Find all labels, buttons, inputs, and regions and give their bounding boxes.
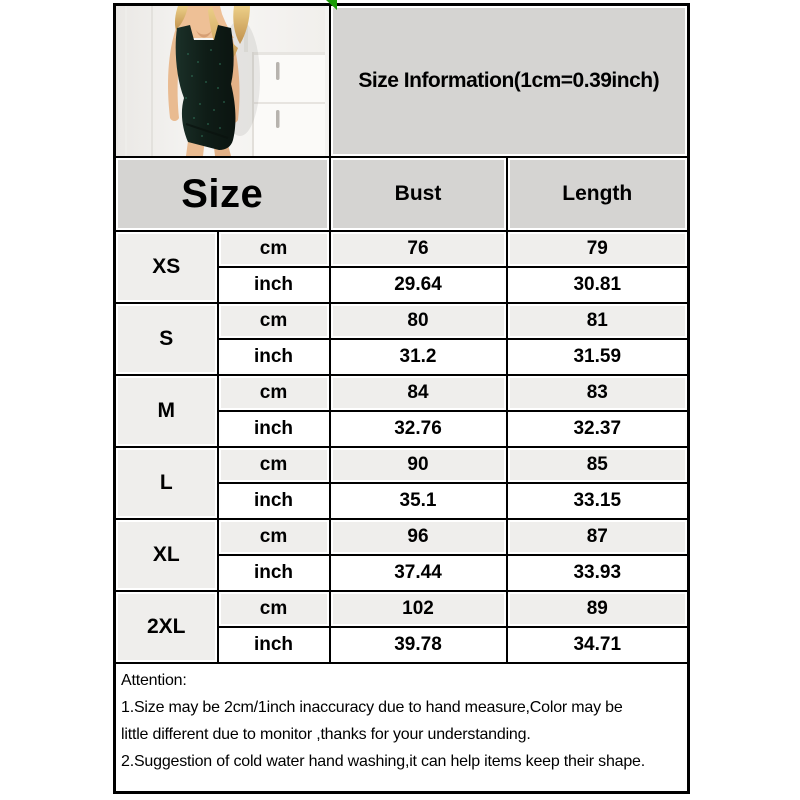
m-bust-cm: 84 — [330, 375, 507, 411]
l-bust-inch: 35.1 — [330, 483, 507, 519]
unit-label-cm: cm — [218, 231, 330, 267]
s-length-cm: 81 — [507, 303, 689, 339]
unit-label-inch: inch — [218, 411, 330, 447]
xs-length-cm: 79 — [507, 231, 689, 267]
size-label-l: L — [115, 447, 218, 519]
table-row-l-cm — [115, 447, 689, 483]
s-length-inch: 31.59 — [507, 339, 689, 375]
table-row-2xl-cm — [115, 591, 689, 627]
size-table — [113, 3, 690, 794]
l-bust-cm: 90 — [330, 447, 507, 483]
size-label-m: M — [115, 375, 218, 447]
xl-length-cm: 87 — [507, 519, 689, 555]
unit-label-cm: cm — [218, 303, 330, 339]
s-bust-inch: 31.2 — [330, 339, 507, 375]
attention-line-2: little different due to monitor ,thanks for your understanding. — [121, 726, 531, 743]
m-length-inch: 32.37 — [507, 411, 689, 447]
m-bust-inch: 32.76 — [330, 411, 507, 447]
unit-label-cm: cm — [218, 375, 330, 411]
attention-title: Attention: — [121, 672, 187, 689]
unit-label-cm: cm — [218, 591, 330, 627]
size-label-s: S — [115, 303, 218, 375]
table-row-s-cm — [115, 303, 689, 339]
attention-note — [115, 663, 689, 793]
size-info-header — [330, 5, 689, 158]
column-header-length: Length — [507, 157, 689, 231]
attention-row — [115, 663, 689, 793]
attention-line-3: 2.Suggestion of cold water hand washing,it can help items keep their shape. — [121, 753, 646, 770]
unit-label-cm: cm — [218, 447, 330, 483]
xl-bust-inch: 37.44 — [330, 555, 507, 591]
2xl-bust-cm: 102 — [330, 591, 507, 627]
size-label-xl: XL — [115, 519, 218, 591]
unit-label-inch: inch — [218, 483, 330, 519]
2xl-bust-inch: 39.78 — [330, 627, 507, 663]
green-corner-mark — [326, 0, 337, 10]
product-photo-illustration — [116, 6, 325, 156]
xl-bust-cm: 96 — [330, 519, 507, 555]
product-photo-cell — [115, 5, 330, 158]
l-length-cm: 85 — [507, 447, 689, 483]
table-row-xs-cm — [115, 231, 689, 267]
size-info-title: Size Information(1cm=0.39inch) — [358, 69, 660, 92]
m-length-cm: 83 — [507, 375, 689, 411]
2xl-length-cm: 89 — [507, 591, 689, 627]
unit-label-inch: inch — [218, 339, 330, 375]
unit-label-inch: inch — [218, 627, 330, 663]
l-length-inch: 33.15 — [507, 483, 689, 519]
xs-length-inch: 30.81 — [507, 267, 689, 303]
attention-line-1: 1.Size may be 2cm/1inch inaccuracy due to hand measure,Color may be — [121, 699, 623, 716]
column-header-size: Size — [115, 157, 330, 231]
table-row-xl-cm — [115, 519, 689, 555]
unit-label-inch: inch — [218, 555, 330, 591]
size-label-2xl: 2XL — [115, 591, 218, 663]
s-bust-cm: 80 — [330, 303, 507, 339]
xl-length-inch: 33.93 — [507, 555, 689, 591]
table-row-m-cm — [115, 375, 689, 411]
photo-cabinet — [252, 52, 325, 156]
xs-bust-inch: 29.64 — [330, 267, 507, 303]
unit-label-cm: cm — [218, 519, 330, 555]
column-header-bust: Bust — [330, 157, 507, 231]
column-header-row — [115, 157, 689, 231]
top-row — [115, 5, 689, 158]
unit-label-inch: inch — [218, 267, 330, 303]
size-label-xs: XS — [115, 231, 218, 303]
xs-bust-cm: 76 — [330, 231, 507, 267]
2xl-length-inch: 34.71 — [507, 627, 689, 663]
